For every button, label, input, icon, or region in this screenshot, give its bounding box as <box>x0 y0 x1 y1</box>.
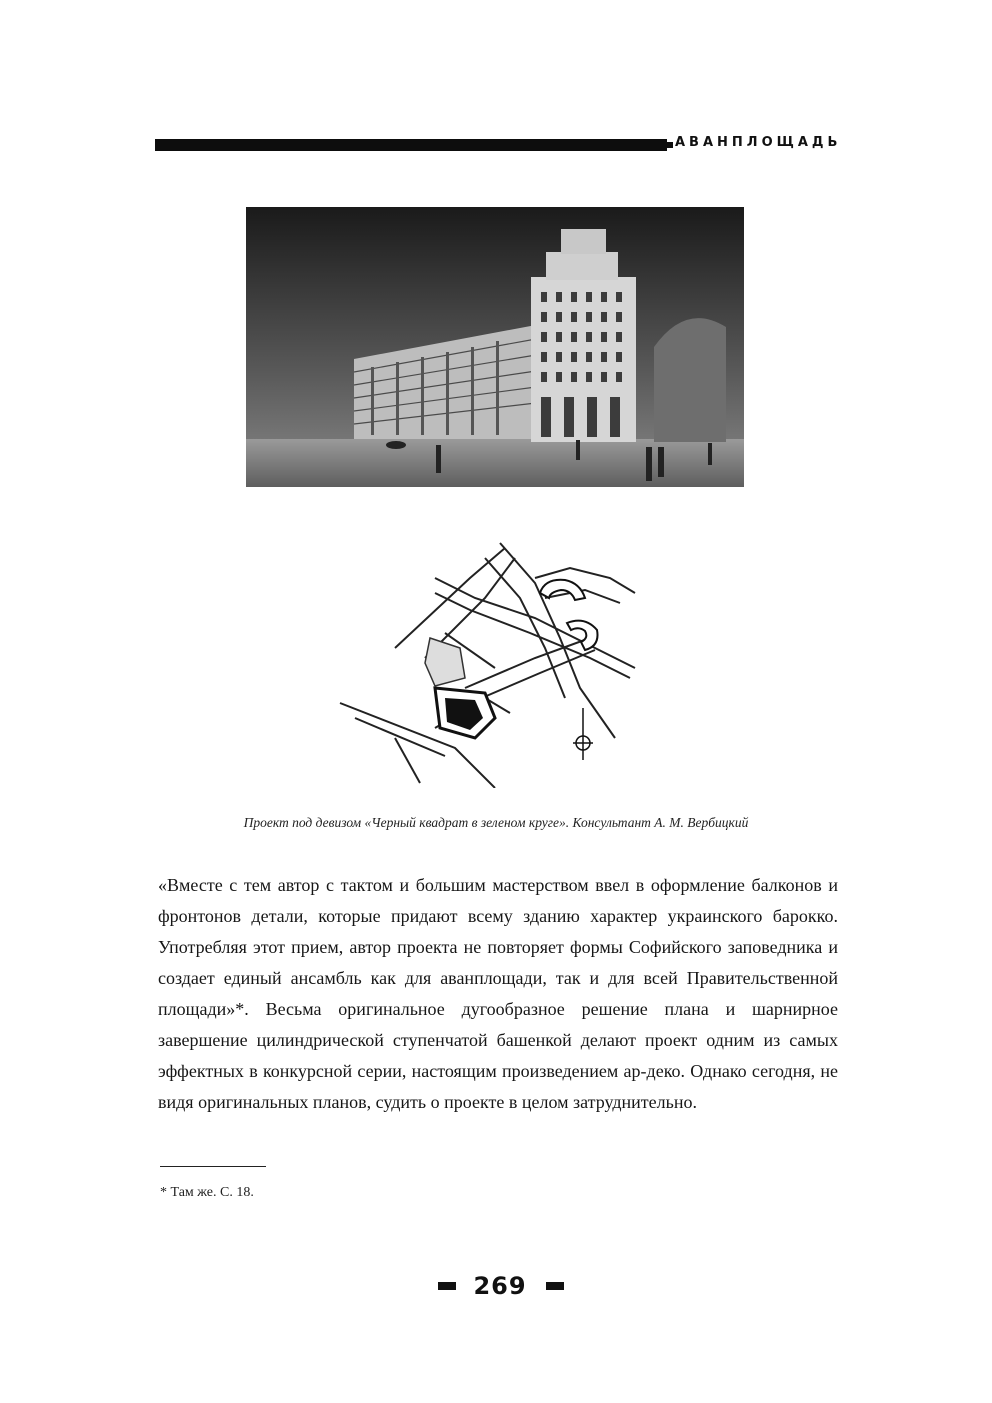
page-number-dash-right <box>546 1282 564 1290</box>
page-number: 269 <box>473 1272 527 1300</box>
building-perspective-photo <box>246 207 744 487</box>
body-paragraph: «Вместе с тем автор с тактом и большим мастерством ввел в оформление балконов и фронтонов детали, которые придают всему зданию характер украинского барокко. Употребляя этот прием, автор проекта не повторяет формы Софийского заповедника и создает единый ансамбль как для аванплощади, так и для всей Правительственной площади»*. Весьма оригинальное дугообразное решение плана и шарнирное завершение цилиндрической ступенчатой башенкой делают проект одним из самых эффектных в конкурсной серии, настоящим произведением ар-деко. Однако сегодня, не видя оригинальных планов, судить о проекте в целом затруднительно. <box>158 875 838 1112</box>
figure-caption: Проект под девизом «Черный квадрат в зеленом круге». Консультант А. М. Вербицкий <box>243 815 749 830</box>
page-footer <box>430 1272 570 1302</box>
running-header-title: АВАНПЛОЩАДЬ <box>675 135 842 150</box>
main-text <box>158 870 838 1118</box>
footnote-rule <box>160 1166 266 1167</box>
site-plan-drawing <box>335 538 650 788</box>
footnote: * Там же. С. 18. <box>160 1185 254 1200</box>
header-rule <box>155 139 667 151</box>
